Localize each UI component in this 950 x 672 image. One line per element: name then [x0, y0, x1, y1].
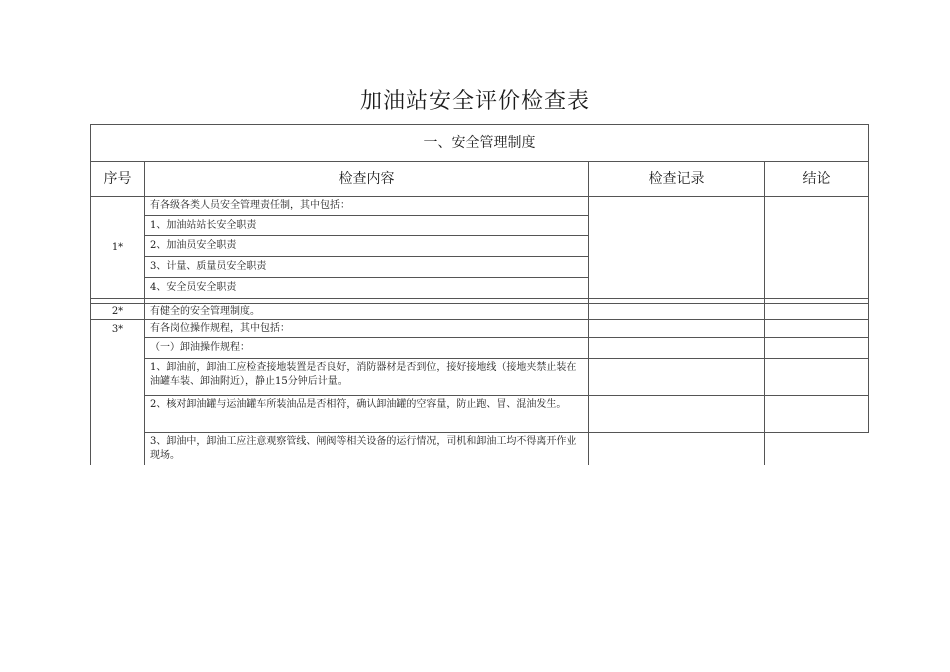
item-content-line: 4、安全员安全职责	[145, 278, 589, 299]
table-row	[91, 359, 869, 396]
header-content: 检查内容	[145, 162, 589, 197]
conclusion-cell	[765, 396, 869, 433]
record-cell	[589, 433, 765, 466]
item-content-line: 3、卸油中，卸油工应注意观察管线、闸阀等相关设备的运行情况，司机和卸油工均不得离开作业现场。	[145, 433, 589, 466]
record-cell	[589, 320, 765, 338]
header-num: 序号	[91, 162, 145, 197]
section-row	[91, 125, 869, 162]
table-row	[91, 304, 869, 320]
record-cell	[589, 338, 765, 359]
item-content-line: 有各岗位操作规程，其中包括：	[145, 320, 589, 338]
item-content-line: 2、加油员安全职责	[145, 236, 589, 257]
table-row	[91, 320, 869, 338]
conclusion-cell	[765, 338, 869, 359]
record-cell	[589, 396, 765, 433]
item-content-line: 有各级各类人员安全管理责任制，其中包括：	[145, 197, 589, 216]
table-row	[91, 197, 869, 216]
item-content-line: 1、卸油前，卸油工应检查接地装置是否良好，消防器材是否到位，接好接地线（接地夹禁止装在油罐车装、卸油附近），静止15分钟后计量。	[145, 359, 589, 396]
section-title: 一、安全管理制度	[91, 125, 869, 162]
table-row	[91, 433, 869, 466]
item-content-line: 2、核对卸油罐与运油罐车所装油品是否相符，确认卸油罐的空容量，防止跑、冒、混油发生。	[145, 396, 589, 433]
item-content-line: （一）卸油操作规程：	[145, 338, 589, 359]
conclusion-cell	[765, 320, 869, 338]
item-content-line: 3、计量、质量员安全职责	[145, 257, 589, 278]
header-conclusion: 结论	[765, 162, 869, 197]
item-number: 3*	[91, 320, 145, 466]
header-record: 检查记录	[589, 162, 765, 197]
table-row	[91, 396, 869, 433]
item-number: 1*	[91, 197, 145, 299]
item-number: 2*	[91, 304, 145, 320]
page-title: 加油站安全评价检查表	[359, 89, 590, 114]
item-content-line: 1、加油站站长安全职责	[145, 216, 589, 236]
table-row	[91, 338, 869, 359]
record-cell	[589, 304, 765, 320]
conclusion-cell	[765, 304, 869, 320]
record-cell	[589, 359, 765, 396]
inspection-table	[90, 124, 869, 465]
record-cell	[589, 197, 765, 299]
conclusion-cell	[765, 433, 869, 466]
conclusion-cell	[765, 359, 869, 396]
header-row	[91, 162, 869, 197]
item-content-line: 有健全的安全管理制度。	[145, 304, 589, 320]
conclusion-cell	[765, 197, 869, 299]
